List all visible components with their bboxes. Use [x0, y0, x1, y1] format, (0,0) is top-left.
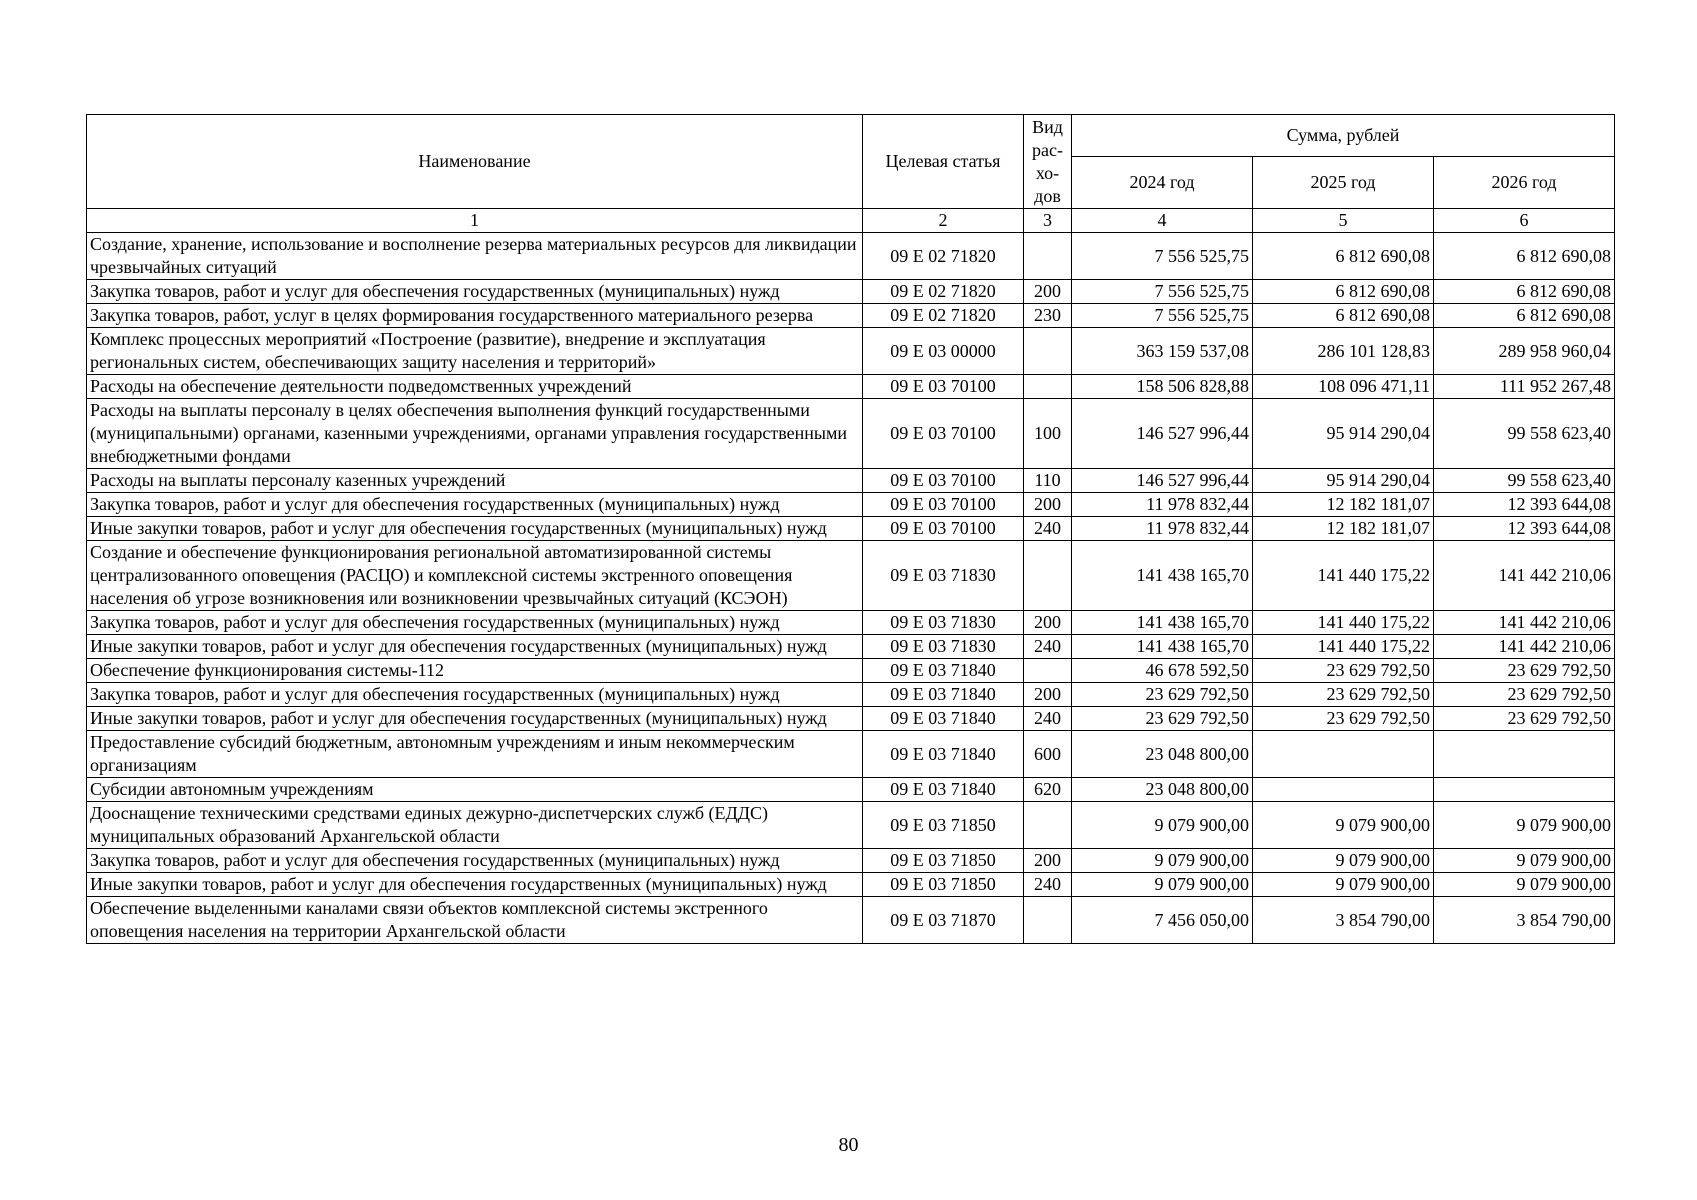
row-sum-2025: 23 629 792,50 [1253, 659, 1434, 683]
row-name: Расходы на обеспечение деятельности подведомственных учреждений [87, 375, 863, 399]
row-target-article: 09 Е 03 71850 [863, 802, 1024, 849]
row-sum-2026: 111 952 267,48 [1434, 375, 1615, 399]
row-sum-2026: 6 812 690,08 [1434, 233, 1615, 280]
row-expense-kind [1024, 328, 1072, 375]
row-sum-2025: 95 914 290,04 [1253, 399, 1434, 469]
row-sum-2024: 7 556 525,75 [1072, 304, 1253, 328]
row-name: Иные закупки товаров, работ и услуг для обеспечения государственных (муниципальных) нужд [87, 707, 863, 731]
table-row [87, 731, 1615, 778]
row-sum-2024: 141 438 165,70 [1072, 611, 1253, 635]
row-sum-2024: 23 048 800,00 [1072, 778, 1253, 802]
row-sum-2026: 9 079 900,00 [1434, 873, 1615, 897]
row-name: Предоставление субсидий бюджетным, автономным учреждениям и иным некоммерческим организациям [87, 731, 863, 778]
row-sum-2025: 6 812 690,08 [1253, 304, 1434, 328]
row-sum-2025: 108 096 471,11 [1253, 375, 1434, 399]
row-sum-2025: 3 854 790,00 [1253, 897, 1434, 944]
column-index: 1 [87, 209, 863, 233]
row-sum-2025: 141 440 175,22 [1253, 611, 1434, 635]
table-row [87, 659, 1615, 683]
row-expense-kind: 100 [1024, 399, 1072, 469]
row-sum-2026: 6 812 690,08 [1434, 304, 1615, 328]
row-name: Иные закупки товаров, работ и услуг для обеспечения государственных (муниципальных) нужд [87, 517, 863, 541]
row-sum-2025 [1253, 778, 1434, 802]
row-target-article: 09 Е 03 71830 [863, 611, 1024, 635]
table-row [87, 802, 1615, 849]
row-expense-kind [1024, 897, 1072, 944]
row-name: Закупка товаров, работ, услуг в целях формирования государственного материального резерва [87, 304, 863, 328]
row-sum-2024: 9 079 900,00 [1072, 849, 1253, 873]
table-row [87, 493, 1615, 517]
table-row [87, 873, 1615, 897]
row-target-article: 09 Е 03 70100 [863, 375, 1024, 399]
row-name: Комплекс процессных мероприятий «Построение (развитие), внедрение и эксплуатация региональных систем, обеспечивающих защиту населения и территорий» [87, 328, 863, 375]
row-target-article: 09 Е 03 71830 [863, 635, 1024, 659]
row-expense-kind: 110 [1024, 469, 1072, 493]
row-expense-kind: 240 [1024, 873, 1072, 897]
row-name: Обеспечение выделенными каналами связи объектов комплексной системы экстренного оповещения населения на территории Архангельской области [87, 897, 863, 944]
table-row [87, 611, 1615, 635]
row-sum-2025: 9 079 900,00 [1253, 873, 1434, 897]
row-sum-2025: 23 629 792,50 [1253, 683, 1434, 707]
column-index: 3 [1024, 209, 1072, 233]
table-row [87, 707, 1615, 731]
row-sum-2024: 9 079 900,00 [1072, 802, 1253, 849]
table-row [87, 517, 1615, 541]
column-index: 6 [1434, 209, 1615, 233]
table-row [87, 280, 1615, 304]
row-sum-2026: 141 442 210,06 [1434, 541, 1615, 611]
budget-table [86, 114, 1615, 944]
row-target-article: 09 Е 03 71850 [863, 849, 1024, 873]
row-sum-2025: 12 182 181,07 [1253, 493, 1434, 517]
row-sum-2024: 11 978 832,44 [1072, 493, 1253, 517]
row-sum-2025: 6 812 690,08 [1253, 280, 1434, 304]
row-sum-2026: 99 558 623,40 [1434, 469, 1615, 493]
row-sum-2025: 23 629 792,50 [1253, 707, 1434, 731]
row-name: Иные закупки товаров, работ и услуг для обеспечения государственных (муниципальных) нужд [87, 873, 863, 897]
row-sum-2025: 95 914 290,04 [1253, 469, 1434, 493]
row-name: Закупка товаров, работ и услуг для обеспечения государственных (муниципальных) нужд [87, 683, 863, 707]
table-row [87, 849, 1615, 873]
row-name: Обеспечение функционирования системы-112 [87, 659, 863, 683]
header-target-article: Целевая статья [863, 115, 1024, 209]
row-target-article: 09 Е 03 70100 [863, 493, 1024, 517]
row-sum-2025: 9 079 900,00 [1253, 802, 1434, 849]
table-row [87, 328, 1615, 375]
row-expense-kind: 200 [1024, 683, 1072, 707]
row-sum-2024: 7 556 525,75 [1072, 233, 1253, 280]
table-row [87, 233, 1615, 280]
row-sum-2026: 9 079 900,00 [1434, 849, 1615, 873]
row-name: Иные закупки товаров, работ и услуг для обеспечения государственных (муниципальных) нужд [87, 635, 863, 659]
row-sum-2024: 7 456 050,00 [1072, 897, 1253, 944]
column-index: 2 [863, 209, 1024, 233]
header-year-2025: 2025 год [1253, 157, 1434, 209]
row-sum-2025: 141 440 175,22 [1253, 541, 1434, 611]
row-sum-2025: 6 812 690,08 [1253, 233, 1434, 280]
row-target-article: 09 Е 03 70100 [863, 469, 1024, 493]
table-row [87, 683, 1615, 707]
row-sum-2024: 141 438 165,70 [1072, 541, 1253, 611]
row-expense-kind [1024, 659, 1072, 683]
row-target-article: 09 Е 02 71820 [863, 280, 1024, 304]
row-sum-2026: 12 393 644,08 [1434, 517, 1615, 541]
column-index: 5 [1253, 209, 1434, 233]
header-expense-kind: Вид рас-хо-дов [1024, 115, 1072, 209]
table-body [87, 233, 1615, 944]
row-target-article: 09 Е 03 71830 [863, 541, 1024, 611]
row-target-article: 09 Е 03 71850 [863, 873, 1024, 897]
row-target-article: 09 Е 02 71820 [863, 233, 1024, 280]
row-sum-2026: 23 629 792,50 [1434, 683, 1615, 707]
row-sum-2025 [1253, 731, 1434, 778]
row-sum-2025: 12 182 181,07 [1253, 517, 1434, 541]
row-sum-2026: 289 958 960,04 [1434, 328, 1615, 375]
row-target-article: 09 Е 03 71840 [863, 683, 1024, 707]
page-number: 80 [838, 1134, 859, 1156]
row-sum-2025: 141 440 175,22 [1253, 635, 1434, 659]
row-expense-kind: 230 [1024, 304, 1072, 328]
row-sum-2026 [1434, 731, 1615, 778]
row-sum-2024: 146 527 996,44 [1072, 469, 1253, 493]
row-sum-2024: 9 079 900,00 [1072, 873, 1253, 897]
column-index: 4 [1072, 209, 1253, 233]
row-target-article: 09 Е 03 71840 [863, 707, 1024, 731]
row-name: Расходы на выплаты персоналу казенных учреждений [87, 469, 863, 493]
row-target-article: 09 Е 03 71840 [863, 731, 1024, 778]
header-year-2024: 2024 год [1072, 157, 1253, 209]
row-name: Субсидии автономным учреждениям [87, 778, 863, 802]
row-sum-2026: 23 629 792,50 [1434, 659, 1615, 683]
table-row [87, 304, 1615, 328]
row-expense-kind: 200 [1024, 611, 1072, 635]
row-expense-kind: 200 [1024, 849, 1072, 873]
row-target-article: 09 Е 03 71840 [863, 659, 1024, 683]
row-expense-kind: 240 [1024, 517, 1072, 541]
row-name: Закупка товаров, работ и услуг для обеспечения государственных (муниципальных) нужд [87, 280, 863, 304]
row-sum-2026 [1434, 778, 1615, 802]
row-target-article: 09 Е 03 70100 [863, 517, 1024, 541]
row-name: Закупка товаров, работ и услуг для обеспечения государственных (муниципальных) нужд [87, 493, 863, 517]
row-name: Дооснащение техническими средствами единых дежурно-диспетчерских служб (ЕДДС) муниципальных образований Архангельской области [87, 802, 863, 849]
row-expense-kind: 240 [1024, 635, 1072, 659]
row-sum-2026: 6 812 690,08 [1434, 280, 1615, 304]
row-expense-kind: 200 [1024, 280, 1072, 304]
row-sum-2024: 46 678 592,50 [1072, 659, 1253, 683]
table-row [87, 541, 1615, 611]
row-sum-2024: 23 629 792,50 [1072, 707, 1253, 731]
header-sum: Сумма, рублей [1072, 115, 1615, 157]
row-name: Закупка товаров, работ и услуг для обеспечения государственных (муниципальных) нужд [87, 611, 863, 635]
row-expense-kind: 600 [1024, 731, 1072, 778]
row-sum-2024: 363 159 537,08 [1072, 328, 1253, 375]
row-target-article: 09 Е 03 70100 [863, 399, 1024, 469]
row-name: Создание, хранение, использование и восполнение резерва материальных ресурсов для ликвидации чрезвычайных ситуаций [87, 233, 863, 280]
table-row [87, 635, 1615, 659]
table-row [87, 778, 1615, 802]
row-sum-2024: 158 506 828,88 [1072, 375, 1253, 399]
row-sum-2024: 23 629 792,50 [1072, 683, 1253, 707]
row-expense-kind: 240 [1024, 707, 1072, 731]
row-expense-kind [1024, 233, 1072, 280]
row-name: Расходы на выплаты персоналу в целях обеспечения выполнения функций государственными (муниципальными) органами, казенными учреждениями, органами управления государственными внебюджетными фондами [87, 399, 863, 469]
table-row [87, 399, 1615, 469]
row-expense-kind: 620 [1024, 778, 1072, 802]
row-expense-kind [1024, 802, 1072, 849]
row-expense-kind: 200 [1024, 493, 1072, 517]
header-name: Наименование [87, 115, 863, 209]
row-target-article: 09 Е 03 71870 [863, 897, 1024, 944]
row-sum-2026: 12 393 644,08 [1434, 493, 1615, 517]
row-sum-2026: 141 442 210,06 [1434, 611, 1615, 635]
row-name: Закупка товаров, работ и услуг для обеспечения государственных (муниципальных) нужд [87, 849, 863, 873]
table-header [87, 115, 1615, 233]
row-sum-2026: 99 558 623,40 [1434, 399, 1615, 469]
row-sum-2024: 146 527 996,44 [1072, 399, 1253, 469]
row-sum-2025: 9 079 900,00 [1253, 849, 1434, 873]
row-target-article: 09 Е 03 71840 [863, 778, 1024, 802]
row-sum-2026: 9 079 900,00 [1434, 802, 1615, 849]
table-row [87, 469, 1615, 493]
row-expense-kind [1024, 375, 1072, 399]
row-sum-2024: 23 048 800,00 [1072, 731, 1253, 778]
row-sum-2024: 11 978 832,44 [1072, 517, 1253, 541]
row-target-article: 09 Е 02 71820 [863, 304, 1024, 328]
row-sum-2026: 141 442 210,06 [1434, 635, 1615, 659]
row-sum-2024: 7 556 525,75 [1072, 280, 1253, 304]
row-sum-2025: 286 101 128,83 [1253, 328, 1434, 375]
header-year-2026: 2026 год [1434, 157, 1615, 209]
row-sum-2026: 23 629 792,50 [1434, 707, 1615, 731]
row-name: Создание и обеспечение функционирования региональной автоматизированной системы централизованного оповещения (РАСЦО) и комплексной системы экстренного оповещения населения об угрозе возникновения или возникновении чрезвычайных ситуаций (КСЭОН) [87, 541, 863, 611]
row-expense-kind [1024, 541, 1072, 611]
row-sum-2024: 141 438 165,70 [1072, 635, 1253, 659]
row-target-article: 09 Е 03 00000 [863, 328, 1024, 375]
table-row [87, 897, 1615, 944]
table-row [87, 375, 1615, 399]
row-sum-2026: 3 854 790,00 [1434, 897, 1615, 944]
